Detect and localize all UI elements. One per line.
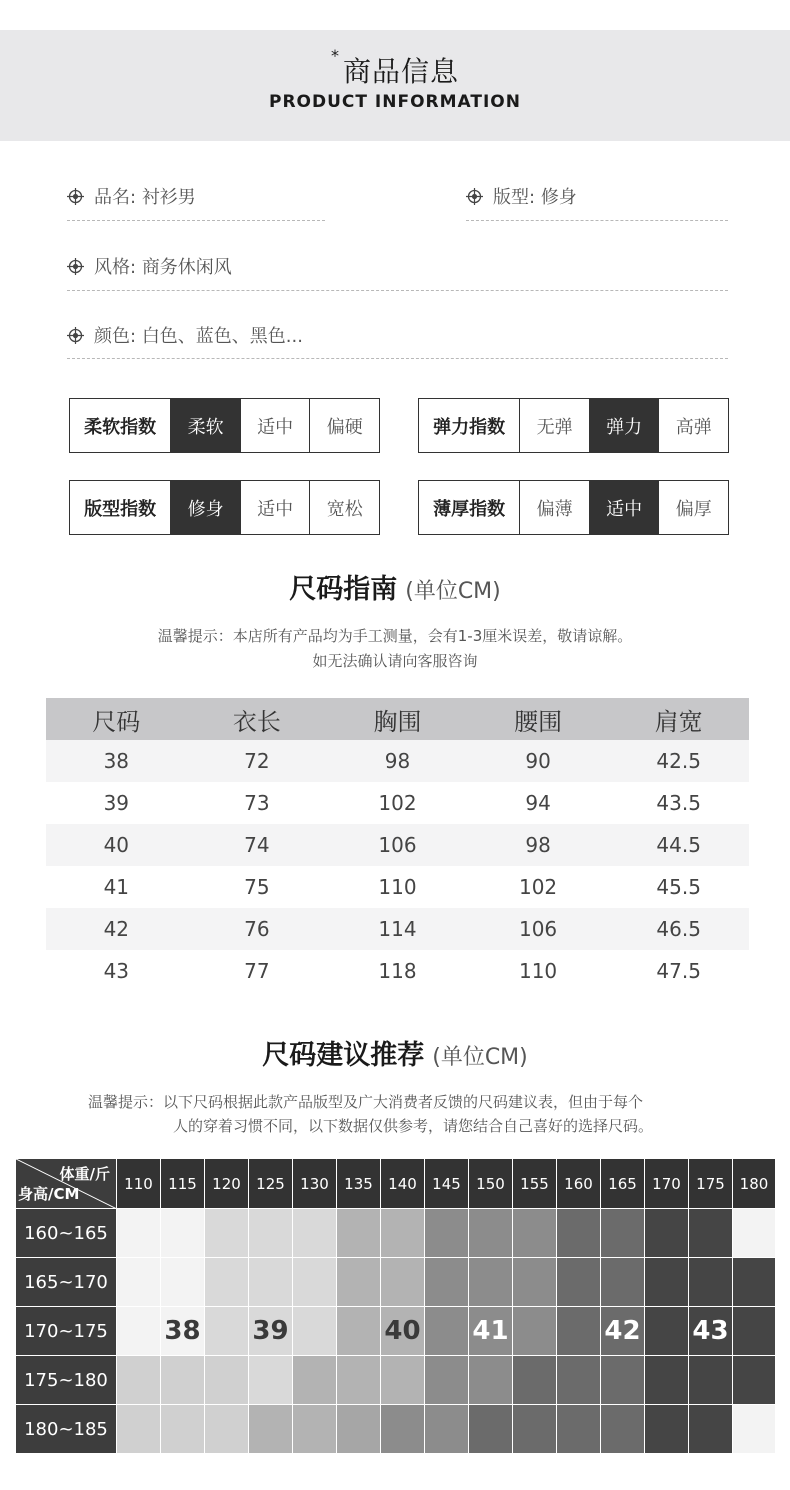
height-header: 160~165 [16, 1209, 117, 1258]
height-row [16, 1258, 776, 1307]
grid-cell [513, 1258, 557, 1307]
grid-cell [337, 1307, 381, 1356]
grid-cell [293, 1405, 337, 1454]
grid-cell [249, 1258, 293, 1307]
fit-option: 适中 [240, 481, 310, 534]
grid-cell [425, 1307, 469, 1356]
grid-cell [513, 1405, 557, 1454]
grid-cell [733, 1209, 776, 1258]
grid-cell [381, 1307, 425, 1356]
grid-cell [513, 1209, 557, 1258]
grid-cell [117, 1307, 161, 1356]
corner-cell [16, 1159, 117, 1209]
table-cell: 41 [103, 875, 130, 899]
thickness-index-title: 薄厚指数 [433, 498, 506, 520]
recommend-tip-2: 人的穿着习惯不同，以下数据仅供参考，请您结合自己喜好的选择尺码。 [173, 1117, 654, 1135]
table-cell: 47.5 [656, 959, 701, 983]
size-label: 39 [252, 1316, 289, 1346]
fit-option: 宽松 [309, 481, 379, 534]
table-row [46, 866, 749, 908]
style-label: 风格: [94, 257, 137, 278]
size-guide-tip-2: 如无法确认请向客服咨询 [312, 652, 478, 670]
elasticity-option: 弹力 [589, 399, 659, 452]
grid-cell [645, 1307, 689, 1356]
grid-cell [337, 1258, 381, 1307]
thickness-option: 适中 [589, 481, 659, 534]
fit-index-title: 版型指数 [84, 498, 157, 520]
size-label: 42 [604, 1316, 641, 1346]
column-header: 衣长 [232, 707, 281, 736]
weight-header: 160 [557, 1159, 601, 1209]
grid-cell [689, 1356, 733, 1405]
grid-cell [557, 1356, 601, 1405]
header-title-cn-text: 商品信息 [342, 55, 459, 88]
target-icon [67, 258, 84, 275]
table-cell: 106 [378, 833, 417, 857]
grid-cell [205, 1356, 249, 1405]
softness-option: 偏硬 [309, 399, 379, 452]
grid-cell [425, 1356, 469, 1405]
grid-cell [337, 1405, 381, 1454]
table-cell: 94 [525, 791, 551, 815]
grid-cell [117, 1258, 161, 1307]
column-header: 胸围 [373, 707, 422, 736]
table-cell: 44.5 [656, 833, 701, 857]
weight-header: 165 [601, 1159, 645, 1209]
grid-cell [645, 1258, 689, 1307]
style-value: 商务休闲风 [141, 257, 232, 278]
softness-index-title: 柔软指数 [84, 416, 157, 438]
softness-option: 柔软 [170, 399, 240, 452]
grid-cell [205, 1405, 249, 1454]
grid-cell [205, 1307, 249, 1356]
fit-index [69, 480, 380, 535]
table-cell: 42.5 [656, 749, 701, 773]
weight-header: 110 [117, 1159, 161, 1209]
height-row [16, 1356, 776, 1405]
table-cell: 43.5 [656, 791, 701, 815]
table-cell: 110 [518, 959, 558, 983]
grid-cell [161, 1258, 205, 1307]
recommend-tip-1: 温馨提示：以下尺码根据此款产品版型及广大消费者反馈的尺码建议表，但由于每个 [88, 1093, 644, 1111]
table-cell: 98 [525, 833, 551, 857]
grid-cell [425, 1405, 469, 1454]
size-table [46, 698, 749, 992]
header-title-cn [0, 46, 790, 90]
height-header: 165~170 [16, 1258, 117, 1307]
fit-value: 修身 [540, 187, 577, 208]
table-cell: 40 [103, 833, 130, 857]
grid-cell [381, 1209, 425, 1258]
table-cell: 118 [378, 959, 417, 983]
grid-cell [161, 1209, 205, 1258]
grid-cell [161, 1356, 205, 1405]
table-cell: 76 [244, 917, 270, 941]
weight-header: 115 [161, 1159, 205, 1209]
grid-cell [293, 1209, 337, 1258]
grid-cell [469, 1209, 513, 1258]
table-cell: 114 [378, 917, 417, 941]
grid-cell [293, 1307, 337, 1356]
weight-header: 145 [425, 1159, 469, 1209]
grid-cell [689, 1405, 733, 1454]
size-table-header [46, 698, 749, 740]
info-product-name [67, 183, 196, 209]
grid-cell [601, 1307, 645, 1356]
info-color [67, 322, 303, 348]
grid-cell [249, 1405, 293, 1454]
color-value: 白色、蓝色、黑色... [141, 326, 303, 347]
header-banner [0, 30, 790, 141]
height-header: 175~180 [16, 1356, 117, 1405]
grid-cell [249, 1356, 293, 1405]
grid-cell [337, 1209, 381, 1258]
table-cell: 43 [103, 959, 130, 983]
grid-cell [689, 1258, 733, 1307]
grid-cell [469, 1405, 513, 1454]
elasticity-option: 高弹 [658, 399, 728, 452]
height-axis-label: 身高/CM [18, 1185, 80, 1203]
weight-axis-label: 体重/斤 [59, 1165, 110, 1183]
grid-cell [249, 1209, 293, 1258]
size-guide-title-text: 尺码指南 [289, 574, 398, 605]
grid-cell [381, 1356, 425, 1405]
divider [67, 220, 325, 221]
grid-cell [381, 1405, 425, 1454]
grid-cell [601, 1356, 645, 1405]
elasticity-index [418, 398, 729, 453]
recommend-unit: (单位CM) [432, 1045, 528, 1070]
table-cell: 46.5 [656, 917, 701, 941]
grid-cell [689, 1209, 733, 1258]
table-row [46, 740, 749, 782]
target-icon [466, 188, 483, 205]
weight-header: 140 [381, 1159, 425, 1209]
table-row [46, 950, 749, 992]
table-cell: 73 [244, 791, 270, 815]
table-cell: 77 [244, 959, 270, 983]
table-cell: 106 [518, 917, 558, 941]
weight-header: 170 [645, 1159, 689, 1209]
fit-label: 版型: [493, 187, 536, 208]
grid-cell [205, 1209, 249, 1258]
recommend-grid [15, 1158, 776, 1454]
size-guide-tip-1: 温馨提示：本店所有产品均为手工测量，会有1-3厘米误差，敬请谅解。 [157, 627, 633, 645]
table-cell: 102 [378, 791, 417, 815]
table-row [46, 908, 749, 950]
table-row [46, 782, 749, 824]
weight-header: 180 [733, 1159, 776, 1209]
info-fit [466, 183, 577, 209]
product-name-label: 品名: [94, 187, 137, 208]
target-icon [67, 188, 84, 205]
size-label: 38 [164, 1316, 201, 1346]
height-row [16, 1307, 776, 1356]
grid-cell [645, 1209, 689, 1258]
softness-option: 适中 [240, 399, 310, 452]
recommend-title [0, 1033, 790, 1072]
info-style [67, 253, 232, 279]
grid-cell [645, 1356, 689, 1405]
grid-cell [689, 1307, 733, 1356]
column-header: 肩宽 [654, 707, 703, 736]
grid-cell [117, 1209, 161, 1258]
grid-cell [733, 1258, 776, 1307]
column-header: 腰围 [514, 707, 563, 736]
target-icon [67, 327, 84, 344]
grid-cell [469, 1307, 513, 1356]
column-header: 尺码 [92, 707, 141, 736]
size-label: 43 [692, 1316, 729, 1346]
divider [67, 358, 728, 359]
table-cell: 75 [244, 875, 270, 899]
size-guide-title [0, 567, 790, 606]
divider [466, 220, 728, 221]
grid-cell [293, 1356, 337, 1405]
grid-cell [557, 1258, 601, 1307]
weight-header: 150 [469, 1159, 513, 1209]
size-label: 41 [472, 1316, 509, 1346]
product-name-value: 衬衫男 [141, 187, 196, 208]
grid-cell [249, 1307, 293, 1356]
table-cell: 45.5 [656, 875, 701, 899]
grid-cell [117, 1405, 161, 1454]
weight-header: 130 [293, 1159, 337, 1209]
table-cell: 102 [518, 875, 558, 899]
size-label: 40 [384, 1316, 421, 1346]
header-title-en: PRODUCT INFORMATION [269, 92, 521, 112]
table-cell: 90 [525, 749, 551, 773]
grid-cell [117, 1356, 161, 1405]
grid-cell [469, 1356, 513, 1405]
grid-cell [513, 1356, 557, 1405]
fit-option: 修身 [170, 481, 240, 534]
grid-cell [425, 1209, 469, 1258]
height-header: 170~175 [16, 1307, 117, 1356]
grid-cell [381, 1258, 425, 1307]
size-guide-unit: (单位CM) [405, 579, 501, 604]
table-cell: 110 [378, 875, 417, 899]
grid-cell [557, 1307, 601, 1356]
grid-cell [733, 1356, 776, 1405]
grid-cell [645, 1405, 689, 1454]
grid-cell [557, 1209, 601, 1258]
weight-header: 155 [513, 1159, 557, 1209]
table-row [46, 824, 749, 866]
grid-cell [205, 1258, 249, 1307]
elasticity-option: 无弹 [519, 399, 589, 452]
grid-cell [733, 1307, 776, 1356]
grid-cell [469, 1258, 513, 1307]
grid-cell [513, 1307, 557, 1356]
height-row [16, 1405, 776, 1454]
weight-header: 120 [205, 1159, 249, 1209]
weight-header-row [16, 1159, 776, 1209]
weight-header: 175 [689, 1159, 733, 1209]
table-cell: 74 [244, 833, 270, 857]
grid-cell [161, 1307, 205, 1356]
grid-cell [337, 1356, 381, 1405]
star-mark: * [330, 46, 340, 65]
grid-cell [601, 1405, 645, 1454]
table-cell: 38 [103, 749, 130, 773]
table-cell: 98 [384, 749, 411, 773]
height-row [16, 1209, 776, 1258]
table-cell: 39 [103, 791, 130, 815]
recommend-title-text: 尺码建议推荐 [262, 1040, 425, 1071]
elasticity-index-title: 弹力指数 [433, 416, 506, 438]
grid-cell [557, 1405, 601, 1454]
table-cell: 72 [244, 749, 270, 773]
thickness-option: 偏厚 [658, 481, 728, 534]
thickness-index [418, 480, 729, 535]
softness-index [69, 398, 380, 453]
grid-cell [601, 1258, 645, 1307]
color-label: 颜色: [94, 326, 137, 347]
grid-cell [293, 1258, 337, 1307]
grid-cell [161, 1405, 205, 1454]
grid-cell [425, 1258, 469, 1307]
weight-header: 135 [337, 1159, 381, 1209]
thickness-option: 偏薄 [519, 481, 589, 534]
table-cell: 42 [103, 917, 130, 941]
grid-cell [733, 1405, 776, 1454]
height-header: 180~185 [16, 1405, 117, 1454]
divider [67, 290, 728, 291]
grid-cell [601, 1209, 645, 1258]
weight-header: 125 [249, 1159, 293, 1209]
